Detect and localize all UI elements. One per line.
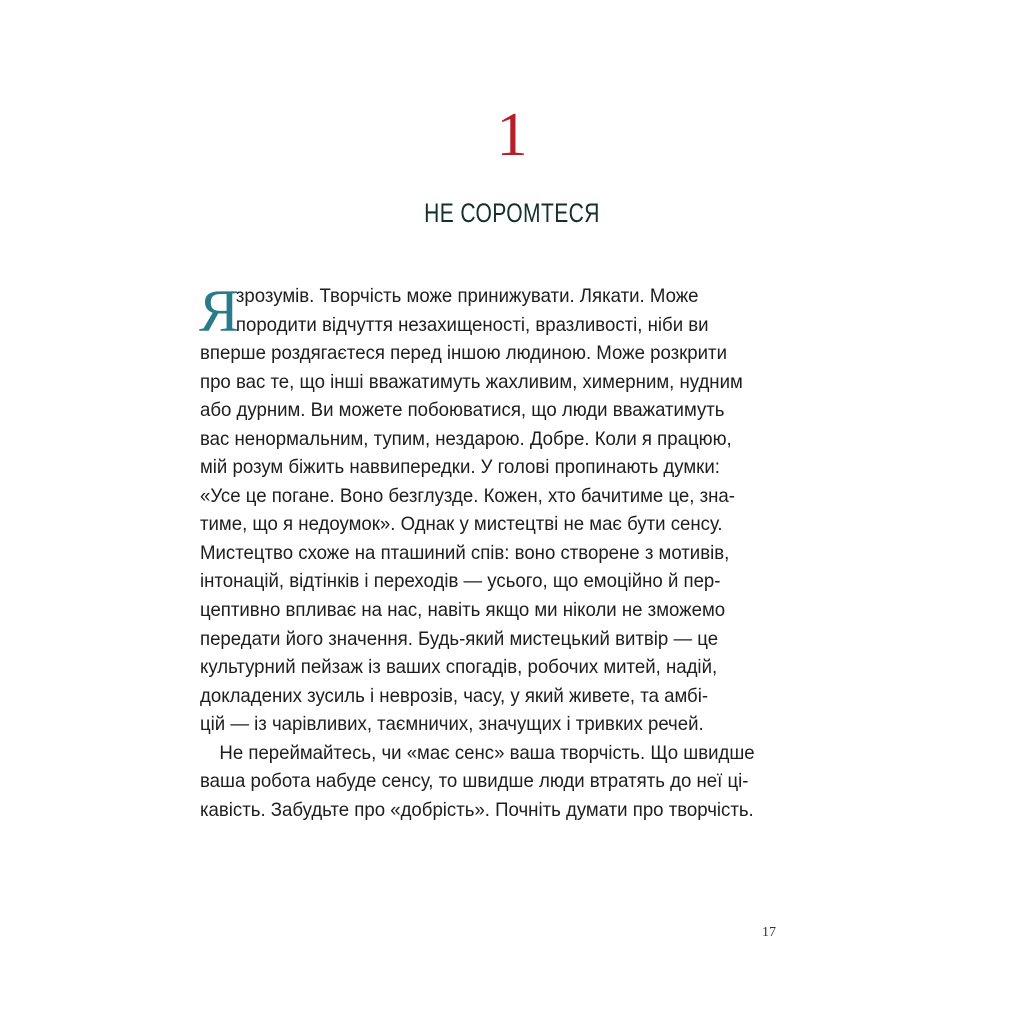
body-line: зрозумів. Творчість може принижувати. Лякати. Може	[235, 286, 699, 307]
chapter-title: НЕ СОРОМТЕСЯ	[424, 198, 600, 228]
page-number: 17	[762, 925, 776, 940]
chapter-number: 1	[496, 101, 528, 169]
drop-cap: Я	[199, 278, 240, 344]
body-line: породити відчуття незахищеності, вразливості, ніби ви	[235, 314, 709, 336]
body-line: Не переймайтесь, чи «має сенс» ваша творчість. Що швидше	[219, 742, 755, 764]
chapter-body: зрозумів. Творчість може принижувати. Лякати. Може породити відчуття незахищеності, вразливості, ніби ви вперше роздягаєтеся перед іншою людиною. Може розкрити про вас те, що інші вважатимуть жахливим, химерним, нудним або дурним. Ви можете побоюватися, що люди вважатимуть вас ненормальним, тупим, нездарою. Добре. Коли я працюю, мій розум біжить наввипередки. У голові пропинають думки: «Усе це погане. Воно безглузде. Кожен, хто бачитиме це, зна- тиме, що я недоумок». Однак у мистецтві не має бути сенсу. Мистецтво схоже на пташиний спів: воно створене з мотивів, інтонацій, відтінків і переходів — усього, що емоційно й пер- цептивно впливає на нас, навіть якщо ми ніколи не зможемо передати його значення. Будь-який мистецький витвір — це культурний пейзаж із ваших спогадів, робочих митей, надій, докладених зусиль і неврозів, часу, у який живете, та амбі- цій — із чарівливих, таємничих, значущих і тривких речей. Не переймайтесь, чи «має сенс» ваша творчість. Що швидше ваша робота набуде сенсу, то швидше люди втратять до неї ці- кавість. Забудьте про «добрість». Почніть думати про творчість.	[200, 283, 810, 825]
